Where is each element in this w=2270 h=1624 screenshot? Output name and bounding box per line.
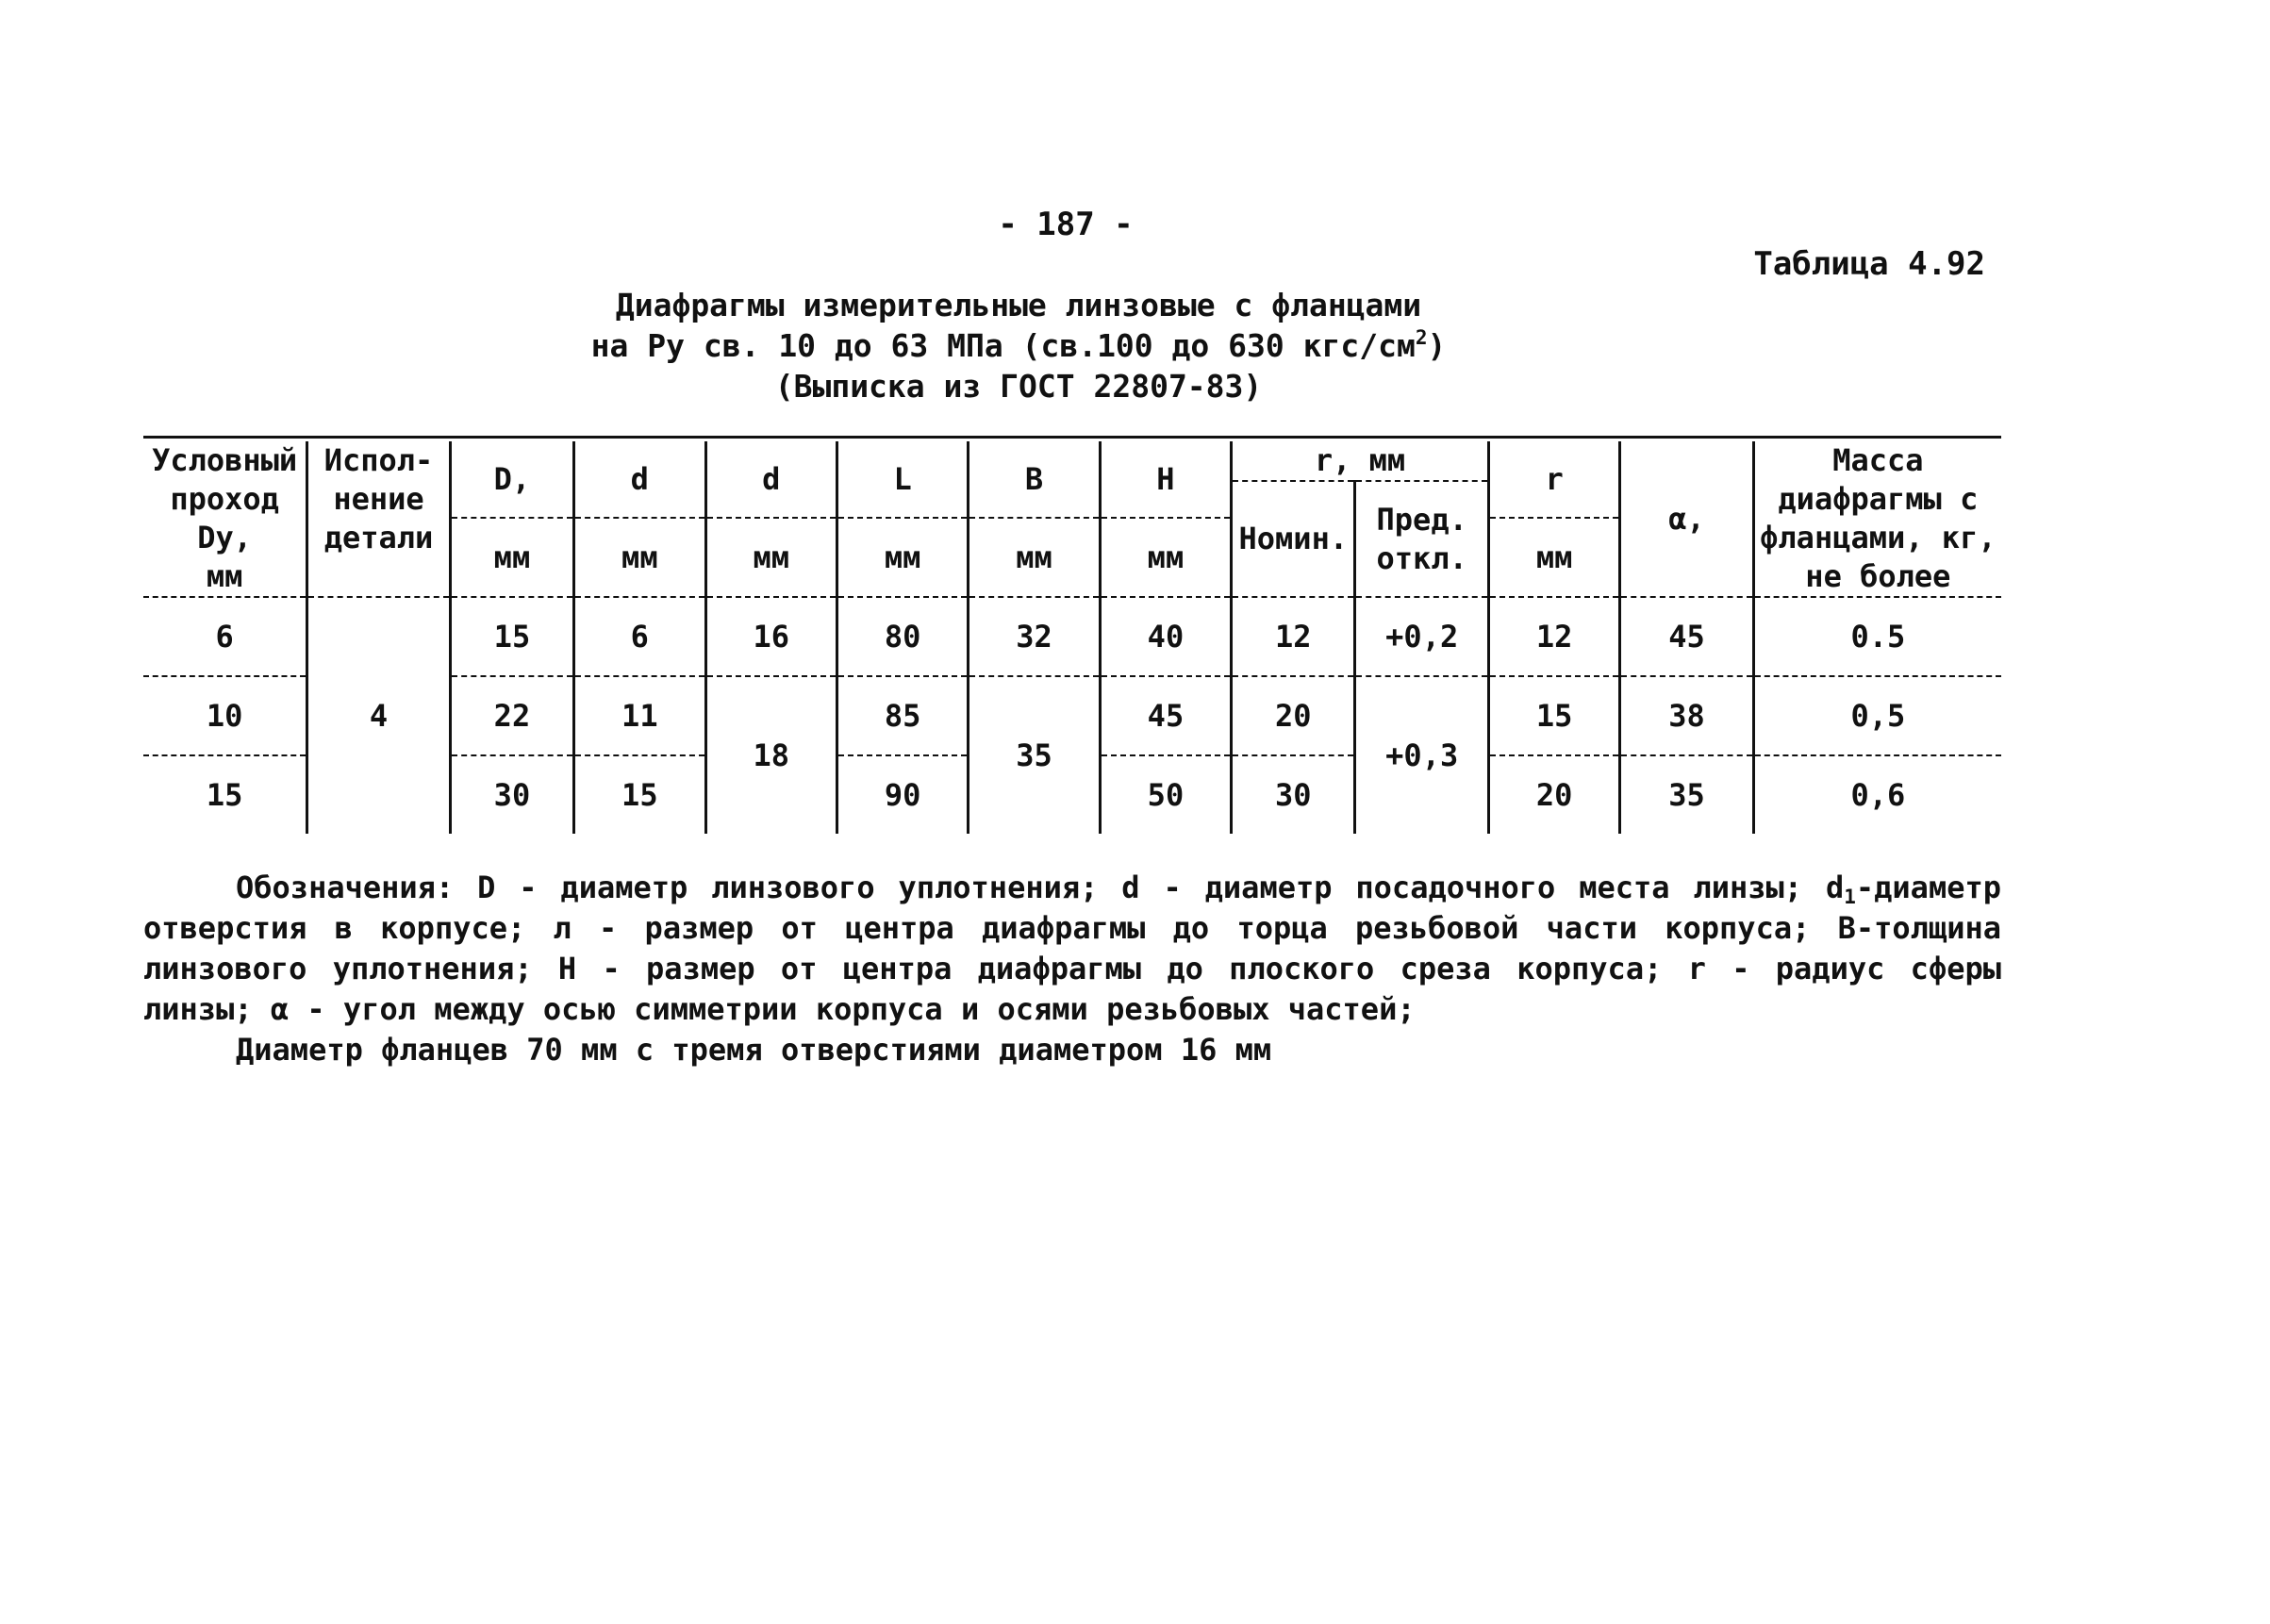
header-d1: d [705,441,837,518]
header-mass [1753,441,2001,597]
title-superscript: 2 [1415,326,1428,349]
notes-designations-part-1: Обозначения: D - диаметр линзового уплотнения; d - диаметр посадочного места линзы; d [236,870,1845,905]
cell-L: 85 [837,676,968,755]
title-line-1: Диафрагмы измерительные линзовые с фланцами [615,287,1422,323]
header-mass-line-3: фланцами, кг, [1760,520,1997,555]
header-r-nom: Номин. [1232,481,1355,597]
notes [143,868,2001,1070]
header-B: B [969,441,1100,518]
header-mass-line-2: диафрагмы с [1778,481,1979,517]
header-dy-line-4: мм [206,558,243,594]
header-mass-line-4: не более [1805,558,1951,594]
cell-B: 32 [969,597,1100,676]
header-mass-line-1: Масса [1832,442,1924,478]
table-id: Таблица 4.92 [1753,245,1985,283]
cell-r-dev: +0,3 [1355,676,1488,834]
header-d: d [574,441,705,518]
header-execution-line-3: детали [323,520,434,555]
header-d-unit: мм [574,518,705,597]
cell-D: 22 [450,676,573,755]
cell-r-nom: 30 [1232,755,1355,834]
header-D: D, [450,441,573,518]
header-execution-line-2: нение [333,481,424,517]
cell-mass: 0.5 [1753,597,2001,676]
notes-designations-part-2: -диаметр отверстия в корпусе; л - размер от центра диафрагмы до торца резьбовой части корпуса; В-толщина линзового уплотнения; Н - размер от центра диафрагмы до плоского среза корпуса; r - радиус сферы линзы; α - угол между осью симметрии корпуса и осями резьбовых частей; [143,870,2001,1027]
cell-d1: 18 [705,676,837,834]
page-number: - 187 - [998,206,1134,243]
notes-flange-diameter: Диаметр фланцев 70 мм с тремя отверстиями диаметром 16 мм [236,1032,1272,1068]
cell-d: 11 [574,676,705,755]
notes-designations [143,868,2001,1030]
header-L-unit: мм [837,518,968,597]
cell-dy: 6 [143,597,307,676]
cell-r2: 15 [1488,676,1619,755]
cell-L: 80 [837,597,968,676]
cell-r2: 12 [1488,597,1619,676]
cell-H: 40 [1100,597,1231,676]
cell-L: 90 [837,755,968,834]
header-d1-unit: мм [705,518,837,597]
cell-mass: 0,5 [1753,676,2001,755]
cell-dy: 10 [143,676,307,755]
cell-r-nom: 20 [1232,676,1355,755]
header-r2-unit: мм [1488,518,1619,597]
cell-alpha: 35 [1620,755,1753,834]
header-row [143,441,2001,481]
header-r2: r [1488,441,1619,518]
header-execution-line-1: Испол- [323,442,434,478]
header-dy-line-2: проход [170,481,279,517]
header-B-unit: мм [969,518,1100,597]
header-D-unit: мм [450,518,573,597]
cell-B: 35 [969,676,1100,834]
header-alpha: α, [1620,441,1753,597]
cell-r-nom: 12 [1232,597,1355,676]
title-line-2-main: на Ру св. 10 до 63 МПа (св.100 до 630 кгс/см [590,327,1416,364]
cell-d1: 16 [705,597,837,676]
table-title [528,285,1509,406]
cell-r-dev: +0,2 [1355,597,1488,676]
cell-H: 50 [1100,755,1231,834]
cell-execution: 4 [307,597,451,834]
title-line-2-end: ) [1427,327,1447,364]
cell-alpha: 45 [1620,597,1753,676]
cell-alpha: 38 [1620,676,1753,755]
header-L: L [837,441,968,518]
header-H: H [1100,441,1231,518]
header-r-dev [1355,481,1488,597]
cell-d: 6 [574,597,705,676]
notes-subscript: 1 [1844,886,1856,908]
cell-d: 15 [574,755,705,834]
spec-table [143,441,2001,834]
title-line-3: (Выписка из ГОСТ 22807-83) [774,368,1263,405]
header-r-dev-line-2: откл. [1376,539,1467,576]
header-r-dev-line-1: Пред. [1376,501,1467,538]
cell-D: 15 [450,597,573,676]
cell-H: 45 [1100,676,1231,755]
cell-D: 30 [450,755,573,834]
title-line-2 [528,325,1509,366]
header-dy [143,441,307,597]
cell-r2: 20 [1488,755,1619,834]
header-r-group: r, мм [1232,441,1489,481]
table-top-rule [143,436,2001,439]
header-execution [307,441,451,597]
header-dy-line-1: Условный [152,442,298,478]
header-H-unit: мм [1100,518,1231,597]
cell-mass: 0,6 [1753,755,2001,834]
cell-dy: 15 [143,755,307,834]
header-dy-line-3: Dу, [197,520,253,555]
table-row [143,597,2001,676]
